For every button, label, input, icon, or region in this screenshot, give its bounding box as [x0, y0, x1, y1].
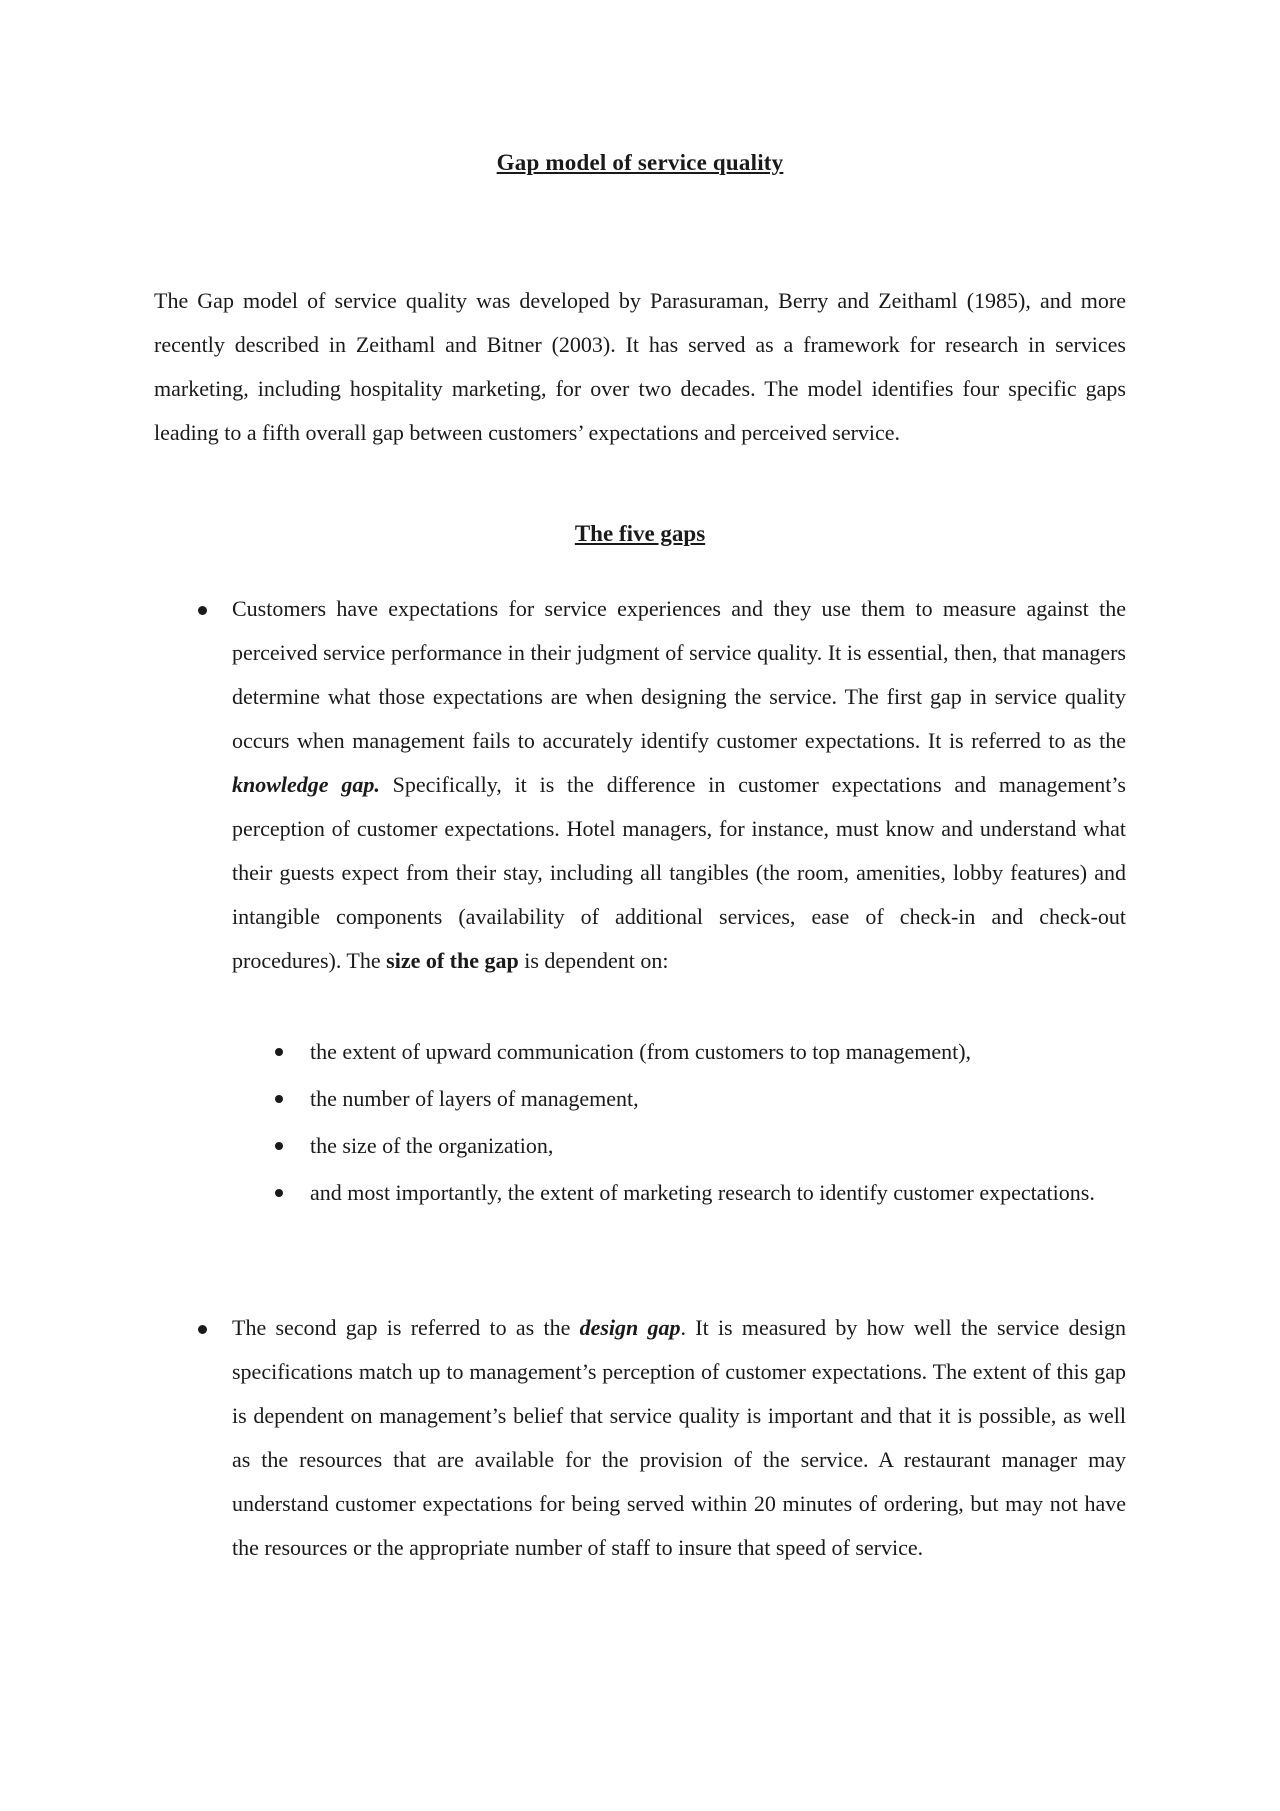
bullet-icon	[275, 1142, 283, 1150]
bullet-icon	[198, 606, 207, 615]
size-of-gap-term: size of the gap	[386, 948, 519, 973]
bullet-icon	[275, 1048, 283, 1056]
gap-1-sub-list	[310, 1030, 1126, 1218]
sub-item-text: the size of the organization,	[310, 1133, 554, 1158]
gap-2-paragraph	[232, 1306, 1126, 1570]
document-title: Gap model of service quality	[496, 150, 784, 175]
gap-2-text-b: . It is measured by how well the service design specifications match up to management’s perception of customer expectations. The extent of this gap is dependent on management’s belief that service quality is important and that it is possible, as well as the resources that are available for the provision of the service. A restaurant manager may understand customer expectations for being served within 20 minutes of ordering, but may not have the resources or the appropriate number of staff to insure that speed of service.	[232, 1315, 1126, 1560]
sub-item-text: the extent of upward communication (from customers to top management),	[310, 1039, 972, 1064]
list-item	[310, 1077, 1126, 1121]
bullet-icon	[198, 1325, 207, 1334]
gap-1-text-c: is dependent on:	[518, 948, 669, 973]
design-gap-term: design gap	[579, 1315, 681, 1340]
gap-2-text-a: The second gap is referred to as the	[232, 1315, 580, 1340]
bullet-icon	[275, 1189, 283, 1197]
bullet-icon	[275, 1095, 283, 1103]
list-item	[310, 1030, 1126, 1074]
gap-1-text-b: Specifically, it is the difference in customer expectations and management’s perception of customer expectations. Hotel managers, for instance, must know and understand what their guests expect from their stay, including all tangibles (the room, amenities, lobby features) and intangible components (availability of additional services, ease of check-in and check-out procedures). The	[232, 772, 1126, 973]
list-item	[310, 1171, 1126, 1215]
gap-1-text-a: Customers have expectations for service experiences and they use them to measure against the perceived service performance in their judgment of service quality. It is essential, then, that managers determine what those expectations are when designing the service. The first gap in service quality occurs when management fails to accurately identify customer expectations. It is referred to as the	[232, 596, 1126, 753]
list-item	[310, 1124, 1126, 1168]
sub-item-text: and most importantly, the extent of marketing research to identify customer expectations.	[310, 1180, 1095, 1205]
sub-item-text: the number of layers of management,	[310, 1086, 639, 1111]
intro-paragraph: The Gap model of service quality was developed by Parasuraman, Berry and Zeithaml (1985), and more recently described in Zeithaml and Bitner (2003). It has served as a framework for research in services marketing, including hospitality marketing, for over two decades. The model identifies four specific gaps leading to a fifth overall gap between customers’ expectations and perceived service.	[154, 288, 1126, 445]
section-title: The five gaps	[574, 521, 706, 546]
knowledge-gap-term: knowledge gap.	[232, 772, 380, 797]
gap-1-paragraph	[232, 587, 1126, 983]
